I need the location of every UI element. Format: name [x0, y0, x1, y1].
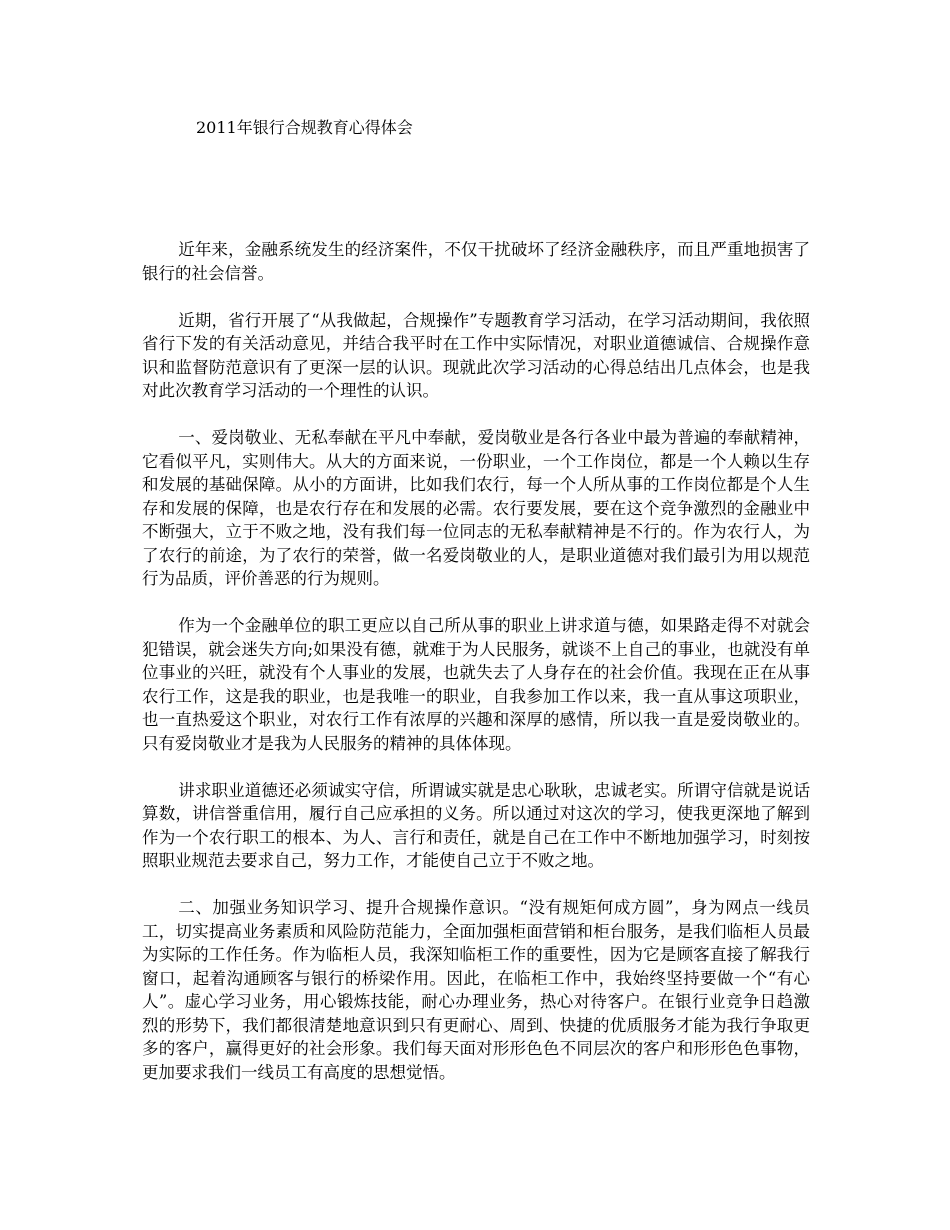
paragraph: 二、加强业务知识学习、提升合规操作意识。“没有规矩何成方圆”，身为网点一线员工，切实提高业务素质和风险防范能力，全面加强柜面营销和柜台服务，是我们临柜人员最为实际的工作任务。作为临柜人员，我深知临柜工作的重要性，因为它是顾客直接了解我行窗口，起着沟通顾客与银行的桥梁作用。因此，在临柜工作中，我始终坚持要做一个“有心人”。虚心学习业务，用心锻炼技能，耐心办理业务，热心对待客户。在银行业竞争日趋激烈的形势下，我们都很清楚地意识到只有更耐心、周到、快捷的优质服务才能为我行争取更多的客户，赢得更好的社会形象。我们每天面对形形色色不同层次的客户和形形色色事物，更加要求我们一线员工有高度的思想觉悟。: [142, 898, 810, 1082]
paragraph: 一、爱岗敬业、无私奉献在平凡中奉献，爱岗敬业是各行各业中最为普遍的奉献精神，它看似平凡，实则伟大。从大的方面来说，一份职业，一个工作岗位，都是一个人赖以生存和发展的基础保障。从小的方面讲，比如我们农行，每一个人所从事的工作岗位都是个人生存和发展的保障，也是农行存在和发展的必需。农行要发展，要在这个竞争激烈的金融业中不断强大，立于不败之地，没有我们每一位同志的无私奉献精神是不行的。作为农行人，为了农行的前途，为了农行的荣誉，做一名爱岗敬业的人，是职业道德对我们最引为用以规范行为品质，评价善恶的行为规则。: [142, 428, 810, 588]
paragraph: 作为一个金融单位的职工更应以自己所从事的职业上讲求道与德，如果路走得不对就会犯错误，就会迷失方向;如果没有德，就难于为人民服务，就谈不上自己的事业，也就没有单位事业的兴旺，就没有个人事业的发展，也就失去了人身存在的社会价值。我现在正在从事农行工作，这是我的职业，也是我唯一的职业，自我参加工作以来，我一直从事这项职业，也一直热爱这个职业，对农行工作有浓厚的兴趣和深厚的感情，所以我一直是爱岗敬业的。只有爱岗敬业才是我为人民服务的精神的具体体现。: [142, 616, 810, 753]
document-title: 2011年银行合规教育心得体会: [196, 118, 413, 137]
document-body: [142, 238, 810, 1108]
paragraph: 近年来，金融系统发生的经济案件，不仅干扰破坏了经济金融秩序，而且严重地损害了银行的社会信誉。: [142, 240, 810, 283]
paragraph: 近期，省行开展了“从我做起，合规操作”专题教育学习活动，在学习活动期间，我依照省行下发的有关活动意见，并结合我平时在工作中实际情况，对职业道德诚信、合规操作意识和监督防范意识有了更深一层的认识。现就此次学习活动的心得总结出几点体会，也是我对此次教育学习活动的一个理性的认识。: [142, 310, 810, 400]
paragraph: 讲求职业道德还必须诚实守信，所谓诚实就是忠心耿耿，忠诚老实。所谓守信就是说话算数，讲信誉重信用，履行自己应承担的义务。所以通过对这次的学习，使我更深地了解到作为一个农行职工的根本、为人、言行和责任，就是自己在工作中不断地加强学习，时刻按照职业规范去要求自己，努力工作，才能使自己立于不败之地。: [142, 780, 810, 870]
